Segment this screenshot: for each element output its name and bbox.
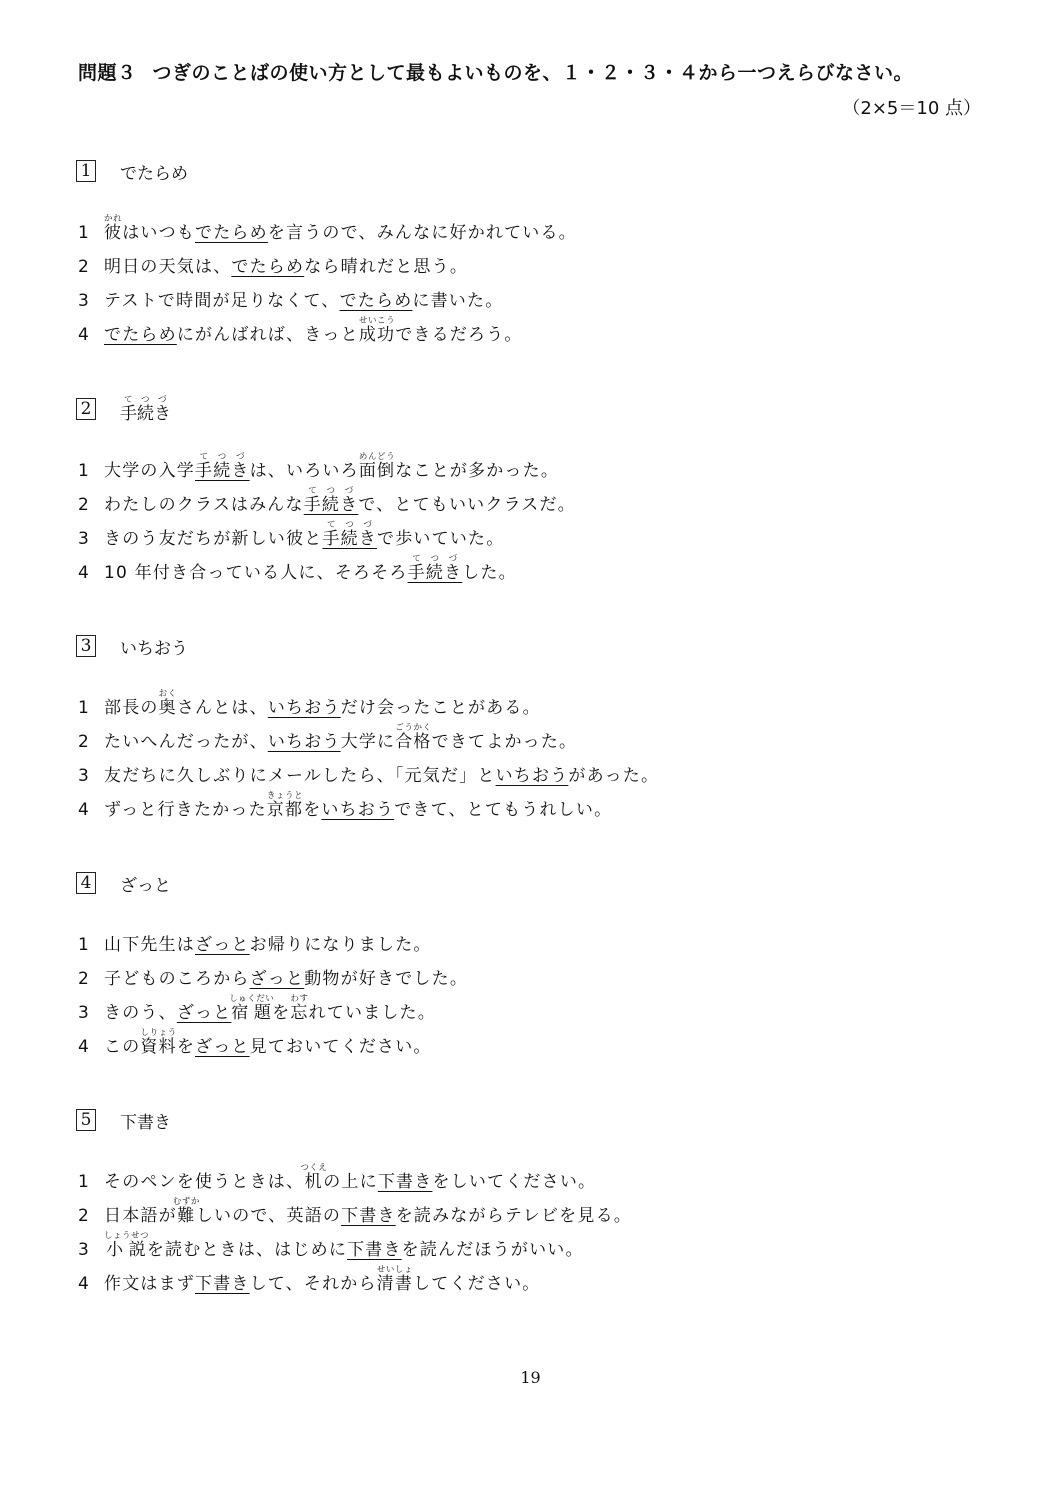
underlined-target-word: いちおう	[267, 732, 341, 752]
answer-option	[78, 1027, 432, 1057]
sentence-text: 10 年付き合っている人に、そろそろ	[104, 563, 408, 583]
ruby-base: 机	[300, 1172, 328, 1192]
ruby-word	[172, 1197, 200, 1226]
points-note: （2×5＝10 点）	[842, 98, 981, 119]
ruby-reading: おく	[158, 689, 177, 699]
sentence-text: をしいてください。	[432, 1172, 597, 1192]
underlined-target-word: いちおう	[495, 766, 569, 786]
answer-option	[78, 519, 504, 549]
ruby-base: 手続き	[303, 495, 359, 515]
option-sentence	[104, 1028, 432, 1057]
ruby-reading: しょうせつ	[104, 1231, 150, 1241]
sentence-text: はいつも	[122, 223, 196, 243]
option-number: 1	[78, 223, 89, 243]
option-number: 1	[78, 935, 89, 955]
ruby-base: 手続き	[322, 529, 378, 549]
ruby-word	[300, 1163, 328, 1192]
sentence-text: を読みながらテレビを見る。	[395, 1206, 632, 1226]
question-word	[120, 395, 171, 424]
ruby-reading: わす	[290, 994, 309, 1004]
answer-option	[78, 993, 436, 1023]
option-number: 1	[78, 461, 89, 481]
sentence-text: できて、とてもうれしい。	[394, 800, 613, 820]
sentence-text: を読んだほうがいい。	[401, 1240, 584, 1260]
sentence-text: して、それから	[249, 1274, 377, 1294]
ruby-reading: めんどう	[358, 452, 396, 462]
option-number: 3	[78, 1240, 89, 1260]
underlined-target-word: いちおう	[267, 698, 341, 718]
option-number: 1	[78, 1172, 89, 1192]
ruby-reading: かれ	[104, 214, 123, 224]
ruby-word	[195, 452, 250, 481]
sentence-text: できるだろう。	[395, 325, 523, 345]
ruby-reading: ごうかく	[395, 723, 432, 733]
option-sentence	[104, 723, 577, 752]
sentence-text: を	[303, 800, 322, 820]
option-sentence	[104, 214, 577, 243]
ruby-reading: つくえ	[300, 1163, 328, 1173]
answer-option	[78, 688, 541, 718]
ruby-word	[395, 723, 432, 752]
question-heading	[76, 633, 188, 659]
sentence-text: の上に	[323, 1172, 378, 1192]
ruby-base: 小説	[104, 1240, 149, 1260]
option-number: 2	[78, 732, 89, 752]
ruby-base: 合格	[395, 732, 432, 752]
option-sentence	[104, 252, 468, 277]
answer-option	[78, 925, 432, 955]
ruby-reading: てつづ	[322, 520, 378, 530]
sentence-text: そのペンを使うときは、	[104, 1172, 305, 1192]
sentence-text: 大学に	[340, 732, 396, 752]
sentence-text: を	[272, 1003, 291, 1023]
answer-option	[78, 213, 577, 243]
ruby-base: 手続き	[195, 461, 250, 481]
answer-option	[78, 553, 517, 583]
question-heading	[76, 870, 171, 896]
sentence-text: 大学の入学	[104, 461, 195, 481]
underlined-target-word: ざっと	[195, 1037, 250, 1057]
sentence-text: きのう友だちが新しい彼と	[104, 529, 323, 549]
option-number: 4	[78, 563, 89, 583]
underlined-target-word: いちおう	[321, 800, 395, 820]
option-sentence	[104, 554, 517, 583]
sentence-text: れていました。	[308, 1003, 436, 1023]
sentence-text: 作文はまず	[104, 1274, 195, 1294]
ruby-word	[120, 394, 171, 424]
sentence-text: 部長の	[104, 698, 159, 718]
ruby-reading: しゅくだい	[229, 994, 275, 1004]
ruby-base: 手続き	[407, 563, 463, 583]
ruby-reading: てつづ	[120, 394, 171, 405]
ruby-base: 奥	[158, 698, 177, 718]
question-heading	[76, 1107, 171, 1133]
question-word: 下書き	[120, 1112, 171, 1133]
question-heading	[76, 396, 171, 422]
ruby-reading: きょうと	[266, 791, 304, 801]
option-number: 3	[78, 766, 89, 786]
answer-option	[78, 247, 468, 277]
option-number: 3	[78, 291, 89, 311]
option-sentence	[104, 761, 659, 786]
ruby-word	[322, 520, 378, 549]
question-word: いちおう	[120, 638, 188, 659]
sentence-text: 見ておいてください。	[249, 1037, 432, 1057]
problem-instruction: つぎのことばの使い方として最もよいものを、１・２・３・４から一つえらびなさい。	[152, 62, 914, 84]
sentence-text: わたしのクラスはみんな	[104, 495, 304, 515]
ruby-word	[104, 214, 123, 243]
sentence-text: してください。	[413, 1274, 541, 1294]
sentence-text: 日本語が	[104, 1206, 177, 1226]
problem-label: 問題３	[78, 62, 137, 84]
sentence-text: お帰りになりました。	[249, 935, 432, 955]
ruby-word	[229, 994, 275, 1023]
option-number: 2	[78, 1206, 89, 1226]
sentence-text: きのう、	[104, 1003, 177, 1023]
option-number: 1	[78, 698, 89, 718]
question-word: ざっと	[120, 875, 171, 896]
sentence-text: に書いた。	[412, 291, 504, 311]
ruby-word	[140, 1028, 177, 1057]
option-number: 4	[78, 1274, 89, 1294]
question-word: でたらめ	[120, 163, 188, 184]
sentence-text: を言うので、みんなに好かれている。	[267, 223, 577, 243]
sentence-text: した。	[462, 563, 517, 583]
question-heading	[76, 158, 188, 184]
answer-option	[78, 485, 576, 515]
option-number: 3	[78, 529, 89, 549]
sentence-text: 明日の天気は、	[104, 257, 232, 277]
option-sentence	[104, 994, 436, 1023]
ruby-base: 清書	[376, 1274, 414, 1294]
ruby-base: 難	[172, 1206, 200, 1226]
option-number: 2	[78, 495, 89, 515]
option-number: 4	[78, 1037, 89, 1057]
ruby-reading: てつづ	[407, 554, 463, 564]
question-number-box: 2	[76, 398, 96, 420]
sentence-text: 友だちに久しぶりにメールしたら、「元気だ」と	[104, 766, 496, 786]
ruby-base: 宿題	[229, 1003, 275, 1023]
ruby-word	[358, 316, 396, 345]
option-sentence	[104, 316, 523, 345]
ruby-reading: せいこう	[358, 316, 396, 326]
underlined-target-word: ざっと	[176, 1003, 232, 1023]
sentence-text: だけ会ったことがある。	[340, 698, 541, 718]
answer-option	[78, 959, 468, 989]
ruby-base: 面倒	[358, 461, 396, 481]
answer-option	[78, 722, 577, 752]
option-sentence	[104, 689, 541, 718]
answer-option	[78, 1230, 584, 1260]
option-sentence	[104, 286, 503, 311]
option-number: 2	[78, 969, 89, 989]
underlined-target-word: 下書き	[341, 1206, 396, 1226]
sentence-text: なら晴れだと思う。	[304, 257, 469, 277]
sentence-text: しいので、英語の	[195, 1206, 342, 1226]
sentence-text: を読むときは、はじめに	[146, 1240, 348, 1260]
underlined-target-word: 下書き	[195, 1274, 250, 1294]
option-sentence	[104, 791, 612, 820]
sentence-text: たいへんだったが、	[104, 732, 268, 752]
ruby-word	[376, 1265, 414, 1294]
sentence-text: 子どものころから	[104, 969, 250, 989]
sentence-text: さんとは、	[176, 698, 268, 718]
ruby-base: 資料	[140, 1037, 177, 1057]
underlined-target-word: でたらめ	[339, 291, 413, 311]
option-number: 3	[78, 1003, 89, 1023]
option-sentence	[104, 452, 559, 481]
sentence-text: できてよかった。	[431, 732, 578, 752]
option-number: 4	[78, 800, 89, 820]
sentence-text: があった。	[568, 766, 660, 786]
ruby-base: 成功	[358, 325, 396, 345]
underlined-target-word: ざっと	[195, 935, 250, 955]
answer-option	[78, 1196, 632, 1226]
option-sentence	[104, 964, 468, 989]
option-sentence	[104, 930, 432, 955]
ruby-reading: むずか	[172, 1197, 200, 1207]
sentence-text: を	[176, 1037, 196, 1057]
answer-option	[78, 1162, 596, 1192]
ruby-word	[104, 1231, 150, 1260]
option-sentence	[104, 1163, 596, 1192]
sentence-text: なことが多かった。	[395, 461, 560, 481]
question-number-box: 5	[76, 1109, 96, 1131]
option-sentence	[104, 1231, 584, 1260]
sentence-text: テストで時間が足りなくて、	[104, 291, 340, 311]
answer-option	[78, 790, 612, 820]
sentence-text: この	[104, 1037, 141, 1057]
underlined-target-word: ざっと	[249, 969, 305, 989]
sentence-text: で歩いていた。	[377, 529, 505, 549]
answer-option	[78, 281, 503, 311]
ruby-word	[407, 554, 463, 583]
ruby-reading: てつづ	[195, 452, 250, 462]
option-sentence	[104, 486, 576, 515]
option-number: 4	[78, 325, 89, 345]
sentence-text: で、とてもいいクラスだ。	[358, 495, 576, 515]
question-number-box: 3	[76, 635, 96, 657]
ruby-word	[290, 994, 309, 1023]
ruby-reading: てつづ	[303, 486, 359, 496]
answer-option	[78, 315, 523, 345]
sentence-text: ずっと行きたかった	[104, 800, 267, 820]
ruby-word	[358, 452, 396, 481]
ruby-base: 手続き	[120, 403, 171, 424]
answer-option	[78, 451, 559, 481]
answer-option	[78, 756, 659, 786]
question-number-box: 4	[76, 872, 96, 894]
ruby-reading: しりょう	[140, 1028, 177, 1038]
underlined-target-word: でたらめ	[195, 223, 268, 243]
ruby-word	[158, 689, 177, 718]
option-sentence	[104, 1197, 632, 1226]
underlined-target-word: 下書き	[377, 1172, 433, 1192]
ruby-word	[266, 791, 304, 820]
ruby-reading: せいしょ	[376, 1265, 414, 1275]
page-number: 19	[520, 1368, 541, 1387]
sentence-text: 山下先生は	[104, 935, 195, 955]
problem-title	[78, 58, 913, 85]
sentence-text: にがんばれば、きっと	[176, 325, 359, 345]
underlined-target-word: 下書き	[347, 1240, 402, 1260]
underlined-target-word: でたらめ	[231, 257, 305, 277]
option-sentence	[104, 1265, 540, 1294]
underlined-target-word: でたらめ	[104, 325, 177, 345]
option-sentence	[104, 520, 504, 549]
sentence-text: は、いろいろ	[249, 461, 359, 481]
sentence-text: 動物が好きでした。	[304, 969, 469, 989]
ruby-word	[303, 486, 359, 515]
ruby-base: 忘	[290, 1003, 309, 1023]
ruby-base: 彼	[104, 223, 123, 243]
question-number-box: 1	[76, 160, 96, 182]
option-number: 2	[78, 257, 89, 277]
ruby-base: 京都	[266, 800, 304, 820]
answer-option	[78, 1264, 540, 1294]
